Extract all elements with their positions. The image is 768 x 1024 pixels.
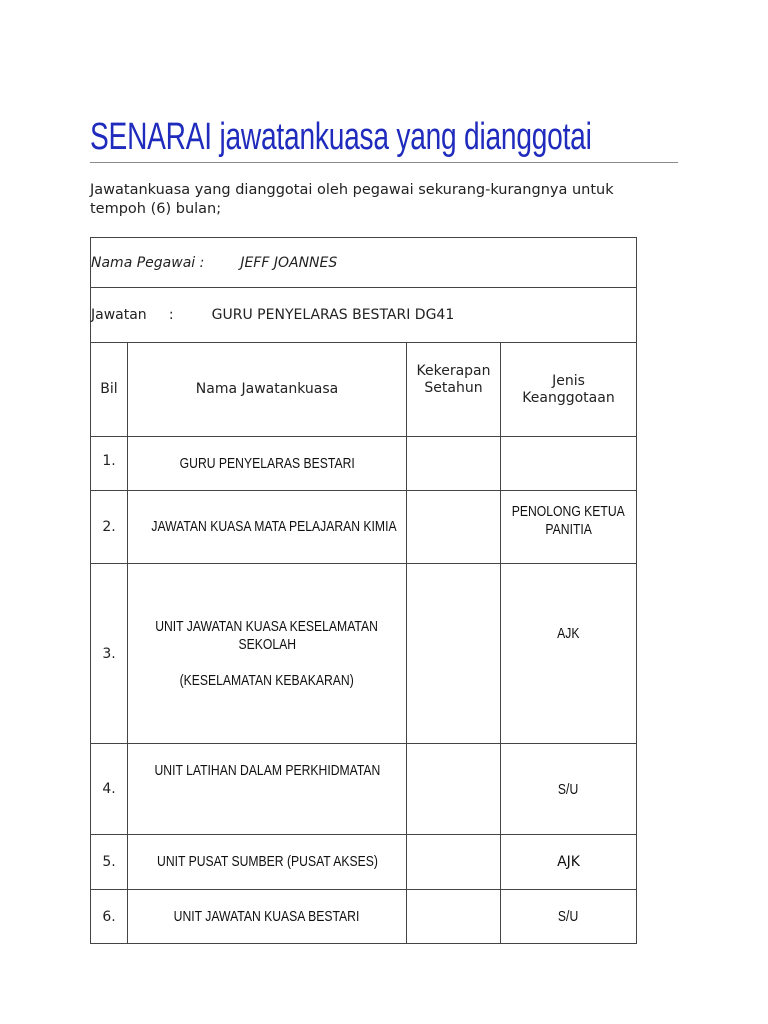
table-row [91,564,637,744]
row-jenis [501,890,637,944]
table-row [91,491,637,564]
row-nama-text: UNIT JAWATAN KUASA BESTARI [174,908,360,925]
row-jenis [501,491,637,564]
row-nama [128,564,407,744]
row-nama [128,744,407,835]
row-kekerapan [407,437,501,491]
employee-position-label: Jawatan : [91,307,174,323]
row-nama [128,835,407,890]
intro-text: Jawatankuasa yang dianggotai oleh pegawai sekurang-kurangnya untuk tempoh (6) bulan; [90,182,614,217]
committee-table [90,237,637,944]
row-jenis-text: S/U [558,782,579,798]
header-kekerapan [407,343,501,437]
table-header-row [91,343,637,437]
row-nama-text: GURU PENYELARAS BESTARI [179,455,355,472]
row-nama-line2: SEKOLAH [238,636,296,653]
table-row [91,437,637,491]
row-nama-text: UNIT PUSAT SUMBER (PUSAT AKSES) [156,854,378,870]
table-row [91,835,637,890]
row-bil: 5. [91,835,128,890]
row-nama [128,437,407,491]
row-bil: 2. [91,491,128,564]
header-jenis [501,343,637,437]
row-jenis [501,437,637,491]
header-nama: Nama Jawatankuasa [128,343,407,437]
row-bil: 1. [91,437,128,491]
row-kekerapan [407,890,501,944]
row-jenis-text: AJK [557,626,580,642]
row-kekerapan [407,491,501,564]
employee-position-value: GURU PENYELARAS BESTARI DG41 [211,307,455,323]
row-kekerapan [407,564,501,744]
row-nama [128,491,407,564]
header-bil: Bil [91,343,128,437]
row-bil: 4. [91,744,128,835]
employee-name-label: Nama Pegawai : [91,254,205,271]
table-row [91,890,637,944]
row-nama-line1: UNIT JAWATAN KUASA KESELAMATAN [155,618,379,635]
row-jenis [501,744,637,835]
row-jenis-text: S/U [558,908,579,925]
table-row [91,744,637,835]
row-nama-text: UNIT LATIHAN DALAM PERKHIDMATAN [154,763,380,779]
row-jenis-line1: PENOLONG KETUA [511,504,626,520]
row-jenis-line2: PANITIA [545,522,592,538]
title-divider [90,162,678,163]
row-jenis [501,564,637,744]
row-bil: 3. [91,564,128,744]
header-jenis-line1: Jenis [552,372,585,389]
employee-name-value: JEFF JOANNES [240,254,338,271]
row-bil: 6. [91,890,128,944]
document-title: SENARAI jawatankuasa yang dianggotai [90,116,592,158]
header-kekerapan-line1: Kekerapan [416,363,491,379]
row-kekerapan [407,835,501,890]
row-nama-text: JAWATAN KUASA MATA PELAJARAN KIMIA [151,519,397,535]
row-nama-line3: (KESELAMATAN KEBAKARAN) [179,672,355,689]
header-jenis-line2: Keanggotaan [522,389,615,406]
row-nama [128,890,407,944]
employee-name-row [91,238,637,288]
header-kekerapan-line2: Setahun [424,380,483,396]
row-jenis-text: AJK [557,854,580,870]
employee-position-row [91,288,637,343]
row-jenis [501,835,637,890]
row-kekerapan [407,744,501,835]
